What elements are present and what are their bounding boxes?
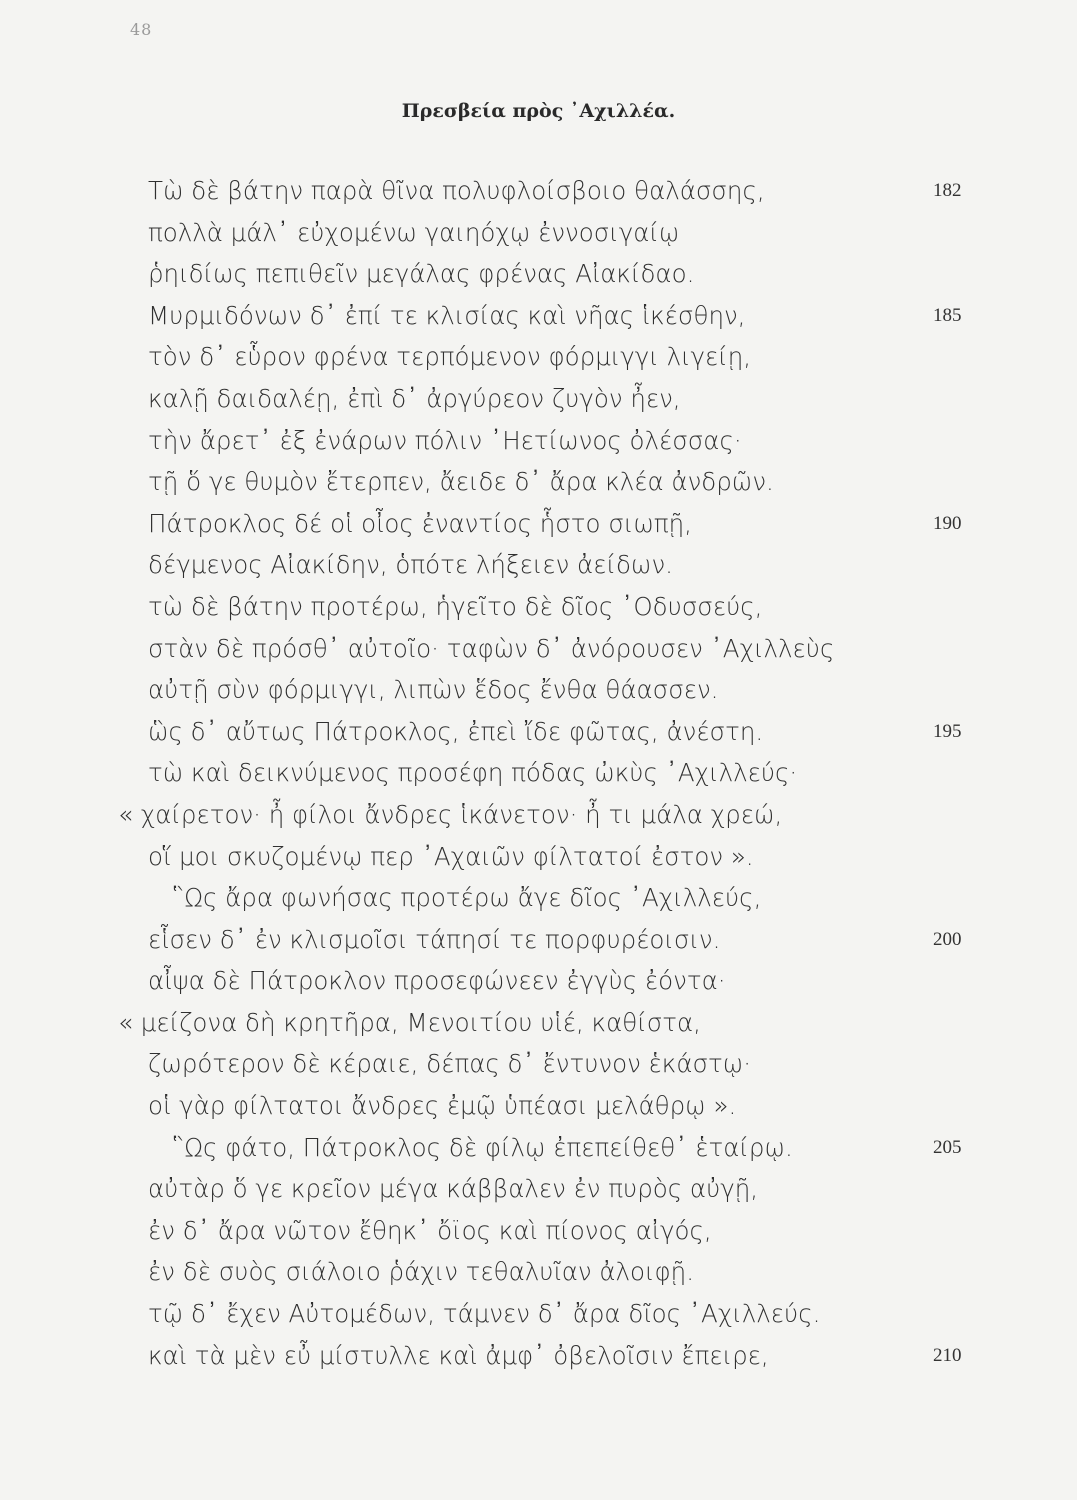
verse-text: τῷ δ᾿ ἔχεν Αὐτομέδων, τάμνεν δ᾿ ἄρα δῖος ᾿Αχιλλεύς. xyxy=(148,1299,821,1329)
verse-text: ὣς δ᾿ αὔτως Πάτροκλος, ἐπεὶ ἴδε φῶτας, ἀνέστη. xyxy=(148,716,764,746)
verse-line xyxy=(0,836,1077,878)
verse-text: τὼ δὲ βάτην προτέρω, ἡγεῖτο δὲ δῖος ᾿Οδυσσεύς, xyxy=(148,591,763,621)
verse-text: Μυρμιδόνων δ᾿ ἐπί τε κλισίας καὶ νῆας ἱκέσθην, xyxy=(148,300,746,330)
verse-block xyxy=(0,170,1077,1376)
page-number: 48 xyxy=(130,20,153,39)
line-number: 205 xyxy=(933,1136,962,1158)
verse-text: Τὼ δὲ βάτην παρὰ θῖνα πολυφλοίσβοιο θαλάσσης, xyxy=(148,176,765,205)
verse-line xyxy=(0,752,1077,794)
verse-text: αὐτῇ σὺν φόρμιγγι, λιπὼν ἕδος ἔνθα θάασσεν. xyxy=(148,675,719,705)
verse-line xyxy=(0,253,1077,295)
verse-line xyxy=(0,628,1077,670)
verse-line xyxy=(0,1293,1077,1335)
verse-line xyxy=(0,544,1077,586)
verse-line xyxy=(0,1210,1077,1252)
verse-text: « μείζονα δὴ κρητῆρα, Μενοιτίου υἱέ, καθίστα, xyxy=(118,1007,701,1037)
verse-line xyxy=(0,461,1077,503)
verse-text: καλῇ δαιδαλέῃ, ἐπὶ δ᾿ ἀργύρεον ζυγὸν ἦεν, xyxy=(148,383,681,413)
verse-line xyxy=(0,586,1077,628)
verse-line xyxy=(0,794,1077,836)
verse-line xyxy=(0,336,1077,378)
running-head: Πρεσβεία πρὸς ᾿Αχιλλέα. xyxy=(401,100,676,122)
line-number: 182 xyxy=(933,180,962,201)
verse-text: αἶψα δὲ Πάτροκλον προσεφώνεεν ἐγγὺς ἐόντα· xyxy=(148,966,726,996)
verse-text: τὴν ἄρετ᾿ ἐξ ἐνάρων πόλιν ᾿Ηετίωνος ὀλέσσας· xyxy=(148,425,742,455)
verse-line xyxy=(0,170,1077,212)
verse-text: τῇ ὅ γε θυμὸν ἔτερπεν, ἄειδε δ᾿ ἄρα κλέα ἀνδρῶν. xyxy=(148,467,774,497)
verse-text: οἵ μοι σκυζομένῳ περ ᾿Αχαιῶν φίλτατοί ἐστον ». xyxy=(148,841,754,871)
line-number: 210 xyxy=(933,1344,962,1366)
verse-text: καὶ τὰ μὲν εὖ μίστυλλε καὶ ἀμφ᾿ ὀβελοῖσιν ἔπειρε, xyxy=(148,1340,769,1370)
verse-line xyxy=(0,1002,1077,1044)
verse-text: ἐν δὲ συὸς σιάλοιο ῥάχιν τεθαλυῖαν ἀλοιφῇ. xyxy=(148,1257,694,1287)
verse-text: τὼ καὶ δεικνύμενος προσέφη πόδας ὠκὺς ᾿Αχιλλεύς· xyxy=(148,758,798,788)
verse-line xyxy=(0,669,1077,711)
line-number: 200 xyxy=(933,928,962,950)
verse-line xyxy=(0,378,1077,420)
verse-text: ῥηιδίως πεπιθεῖν μεγάλας φρένας Αἰακίδαο. xyxy=(148,259,695,289)
verse-line xyxy=(0,919,1077,961)
verse-line xyxy=(0,960,1077,1002)
verse-line xyxy=(0,420,1077,462)
verse-text: τὸν δ᾿ εὗρον φρένα τερπόμενον φόρμιγγι λιγείῃ, xyxy=(148,342,752,372)
line-number: 185 xyxy=(933,304,962,326)
verse-text: οἱ γὰρ φίλτατοι ἄνδρες ἐμῷ ὑπέασι μελάθρῳ ». xyxy=(148,1091,737,1121)
verse-text: στὰν δὲ πρόσθ᾿ αὐτοῖο· ταφὼν δ᾿ ἀνόρουσεν ᾿Αχιλλεὺς xyxy=(148,633,835,663)
verse-line xyxy=(0,1043,1077,1085)
verse-text: ῝Ως ἄρα φωνήσας προτέρω ἄγε δῖος ᾿Αχιλλεύς, xyxy=(172,883,762,913)
verse-line xyxy=(0,212,1077,254)
verse-text: « χαίρετον· ἦ φίλοι ἄνδρες ἱκάνετον· ἦ τι μάλα χρεώ, xyxy=(118,799,783,829)
verse-text: αὐτὰρ ὅ γε κρεῖον μέγα κάββαλεν ἐν πυρὸς αὐγῇ, xyxy=(148,1174,759,1204)
verse-line xyxy=(0,1251,1077,1293)
verse-line xyxy=(0,1127,1077,1169)
verse-text: δέγμενος Αἰακίδην, ὁπότε λήξειεν ἀείδων. xyxy=(148,550,673,580)
verse-line xyxy=(0,877,1077,919)
line-number: 190 xyxy=(933,512,962,534)
verse-text: πολλὰ μάλ᾿ εὐχομένω γαιηόχῳ ἐννοσιγαίῳ xyxy=(148,217,680,247)
verse-text: ἐν δ᾿ ἄρα νῶτον ἔθηκ᾿ ὄϊος καὶ πίονος αἰγός, xyxy=(148,1215,712,1245)
verse-text: Πάτροκλος δέ οἱ οἶος ἐναντίος ἧστο σιωπῇ, xyxy=(148,508,692,538)
verse-line xyxy=(0,711,1077,753)
verse-text: ῝Ως φάτο, Πάτροκλος δὲ φίλῳ ἐπεπείθεθ᾿ ἑταίρῳ. xyxy=(172,1132,793,1162)
verse-line xyxy=(0,1168,1077,1210)
verse-text: εἷσεν δ᾿ ἐν κλισμοῖσι τάπησί τε πορφυρέοισιν. xyxy=(148,924,721,954)
verse-line xyxy=(0,503,1077,545)
verse-line xyxy=(0,1335,1077,1377)
verse-text: ζωρότερον δὲ κέραιε, δέπας δ᾿ ἔντυνον ἑκάστῳ· xyxy=(148,1049,752,1079)
verse-line xyxy=(0,1085,1077,1127)
line-number: 195 xyxy=(933,720,962,742)
verse-line xyxy=(0,295,1077,337)
